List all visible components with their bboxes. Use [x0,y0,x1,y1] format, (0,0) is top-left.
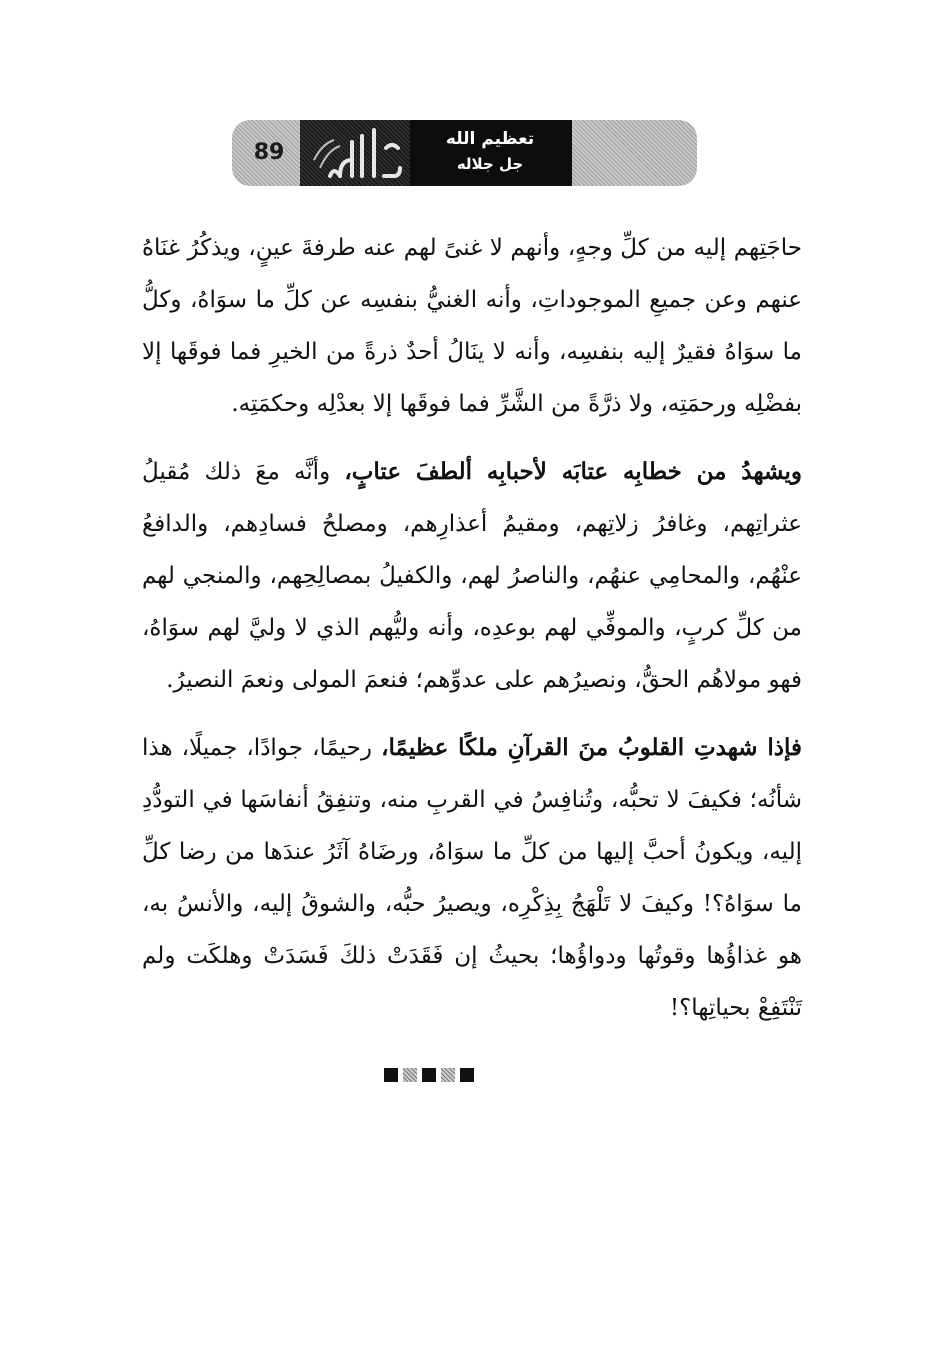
ornament-square [441,1068,455,1082]
page-header-banner [232,120,697,186]
ornament-square [422,1068,436,1082]
paragraph-3-text: رحيمًا، جوادًا، جميلًا، هذا شأنُه؛ فكيفَ لا تحبُّه، وتُنافِسُ في القربِ منه، وتنفِقُ أنفاسَها في التودُّدِ إليه، ويكونُ أحبَّ إليها من كلِّ ما سوَاهُ، ورضَاهُ آثَرُ عندَها من رضا كلِّ ما سوَاهُ؟! وكيفَ لا تَلْهَجُ بِذِكْرِه، ويصيرُ حبُّه، والشوقُ إليه، والأنسُ به، هو غذاؤُها وقوتُها ودواؤُها؛ بحيثُ إن فَقَدَتْ ذلكَ فَسَدَتْ وهلكَت ولم تَنْتَفِعْ بحياتِها؟! [142,735,802,1021]
paragraph-3 [142,722,802,1034]
page-number: 89 [253,140,285,165]
allah-calligraphy-icon [300,120,410,186]
header-title [412,126,568,180]
ornament-square [403,1068,417,1082]
ornament-square [384,1068,398,1082]
paragraph-2 [142,446,802,706]
header-title-line2: جل جلاله [456,155,524,173]
ornament-square [460,1068,474,1082]
page-body [142,222,802,1034]
paragraph-2-text: وأنَّه معَ ذلك مُقيلُ عثراتِهم، وغافرُ زلاتِهم، ومقيمُ أعذارِهم، ومصلحُ فسادِهم، والدافعُ عنْهُم، والمحامِي عنهُم، والناصرُ لهم، والكفيلُ بمصالِحِهم، والمنجي لهم من كلِّ كربٍ، والموفِّي لهم بوعدِه، وأنه وليُّهم الذي لا وليَّ لهم سوَاهُ، فهو مولاهُم الحقُّ، ونصيرُهم على عدوِّهم؛ فنعمَ المولى ونعمَ النصيرُ. [142,459,802,693]
paragraph-2-lead: ويشهدُ من خطابِه عتابَه لأحبابِه ألطفَ عتابٍ، [344,458,803,485]
section-end-ornament [384,1068,474,1082]
paragraph-1 [142,222,802,430]
header-title-box [300,120,572,186]
paragraph-3-lead: فإذا شهدتِ القلوبُ منَ القرآنِ ملكًا عظيمًا، [381,734,802,761]
paragraph-1-text: حاجَتِهم إليه من كلِّ وجهٍ، وأنهم لا غنىً لهم عنه طرفةَ عينٍ، ويذكُرُ غنَاهُ عنهم وعن جميعِ الموجوداتِ، وأنه الغنيُّ بنفسِه عن كلِّ ما سوَاهُ، وكلُّ ما سوَاهُ فقيرٌ إليه بنفسِه، وأنه لا ينَالُ أحدٌ ذرةً من الخيرِ فما فوقَها إلا بفضْلِه ورحمَتِه، ولا ذرَّةً من الشَّرِّ فما فوقَها إلا بعدْلِه وحكمَتِه. [142,235,802,417]
header-title-line1: تعظيم الله [445,129,535,149]
